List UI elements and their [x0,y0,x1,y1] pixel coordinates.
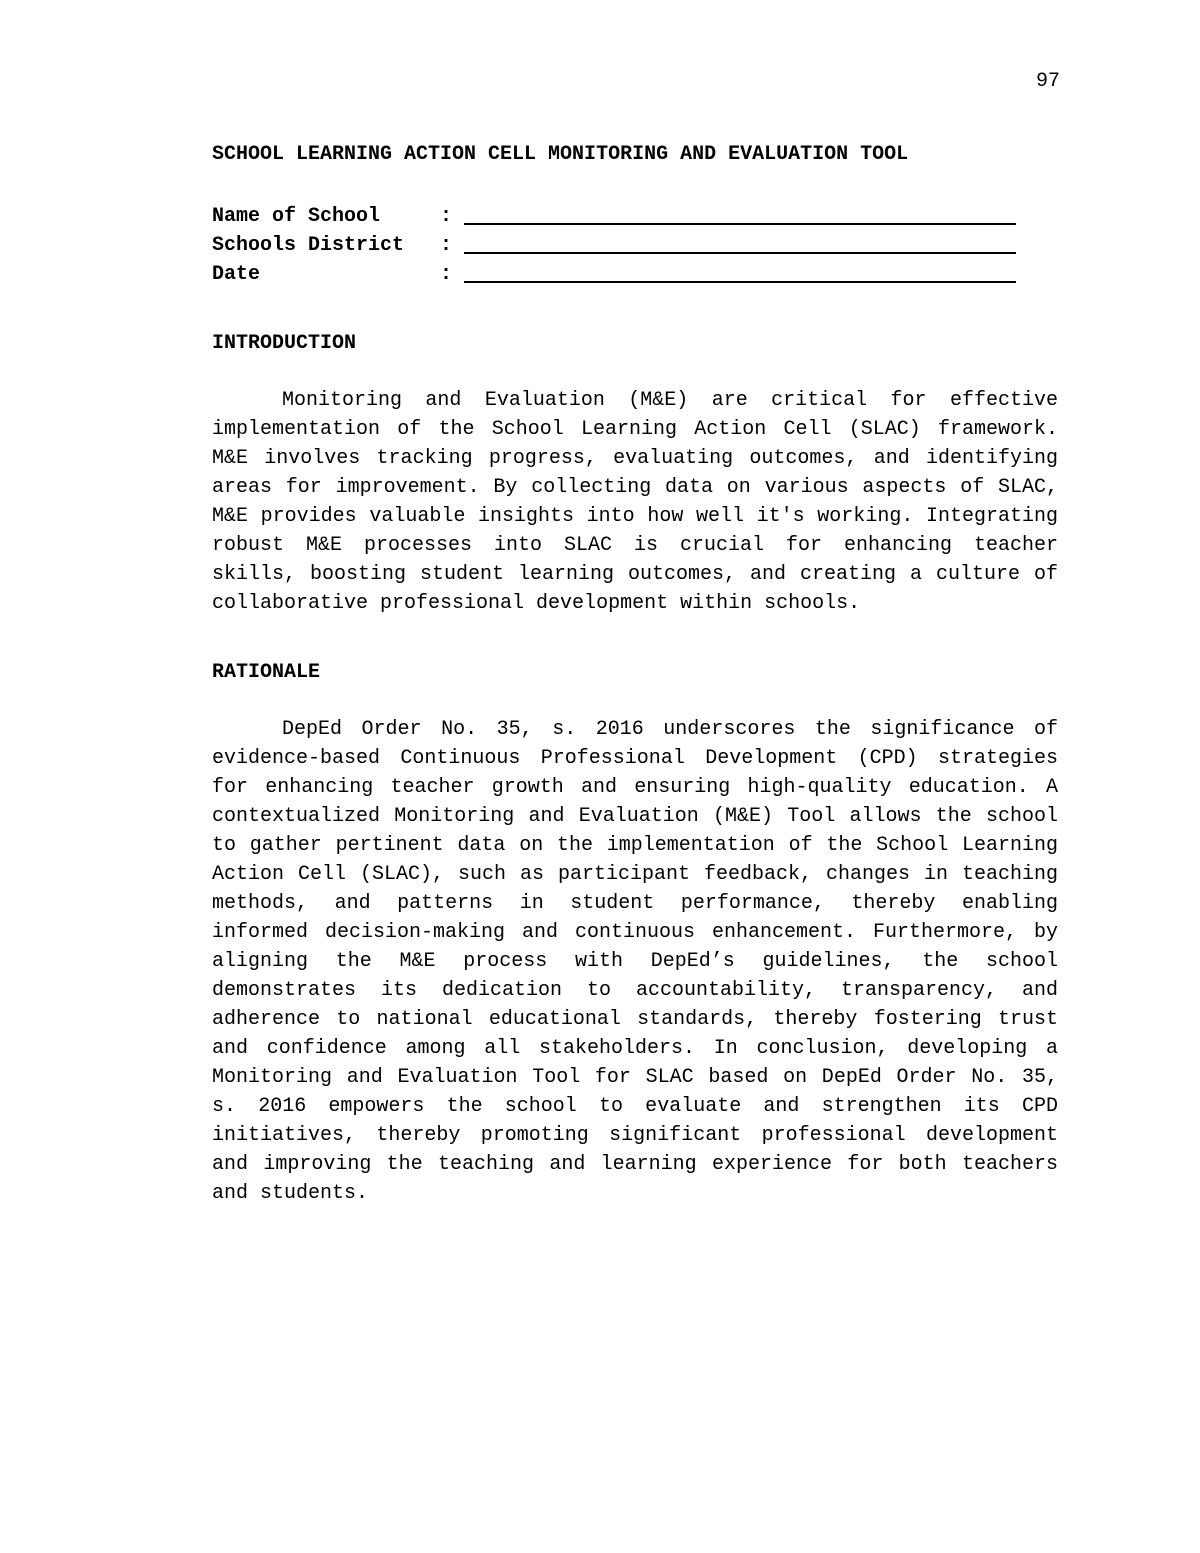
school-name-blank-line[interactable] [464,203,1016,225]
document-body [212,140,1058,1208]
field-label: Schools District [212,234,405,257]
schools-district-blank-line[interactable] [464,232,1016,254]
introduction-paragraph: Monitoring and Evaluation (M&E) are critical for effective implementation of the School Learning Action Cell (SLAC) framework. M&E involves tracking progress, evaluating outcomes, and identifying areas for improvement. By collecting data on various aspects of SLAC, M&E provides valuable insights into how well it's working. Integrating robust M&E processes into SLAC is crucial for enhancing teacher skills, boosting student learning outcomes, and creating a culture of collaborative professional development within schools. [212,389,1058,615]
document-title: SCHOOL LEARNING ACTION CELL MONITORING AND EVALUATION TOOL [212,143,909,166]
field-colon: : [440,205,453,228]
rationale-heading: RATIONALE [212,661,321,684]
field-row-schools-district [212,228,1058,257]
field-colon: : [440,234,453,257]
field-row-date [212,257,1058,286]
rationale-paragraph: DepEd Order No. 35, s. 2016 underscores the significance of evidence-based Continuous Professional Development (CPD) strategies for enhancing teacher growth and ensuring high-quality education. A contextualized Monitoring and Evaluation (M&E) Tool allows the school to gather pertinent data on the implementation of the School Learning Action Cell (SLAC), such as participant feedback, changes in teaching methods, and patterns in student performance, thereby enabling informed decision-making and continuous enhancement. Furthermore, by aligning the M&E process with DepEd’s guidelines, the school demonstrates its dedication to accountability, transparency, and adherence to national educational standards, thereby fostering trust and confidence among all stakeholders. In conclusion, developing a Monitoring and Evaluation Tool for SLAC based on DepEd Order No. 35, s. 2016 empowers the school to evaluate and strengthen its CPD initiatives, thereby promoting significant professional development and improving the teaching and learning experience for both teachers and students. [212,718,1058,1205]
field-row-school-name [212,199,1058,228]
introduction-heading: INTRODUCTION [212,332,357,355]
field-colon: : [440,263,453,286]
form-fields [212,199,1058,286]
page-number: 97 [1035,70,1060,93]
date-blank-line[interactable] [464,261,1016,283]
field-label: Name of School [212,205,381,228]
field-label: Date [212,263,261,286]
